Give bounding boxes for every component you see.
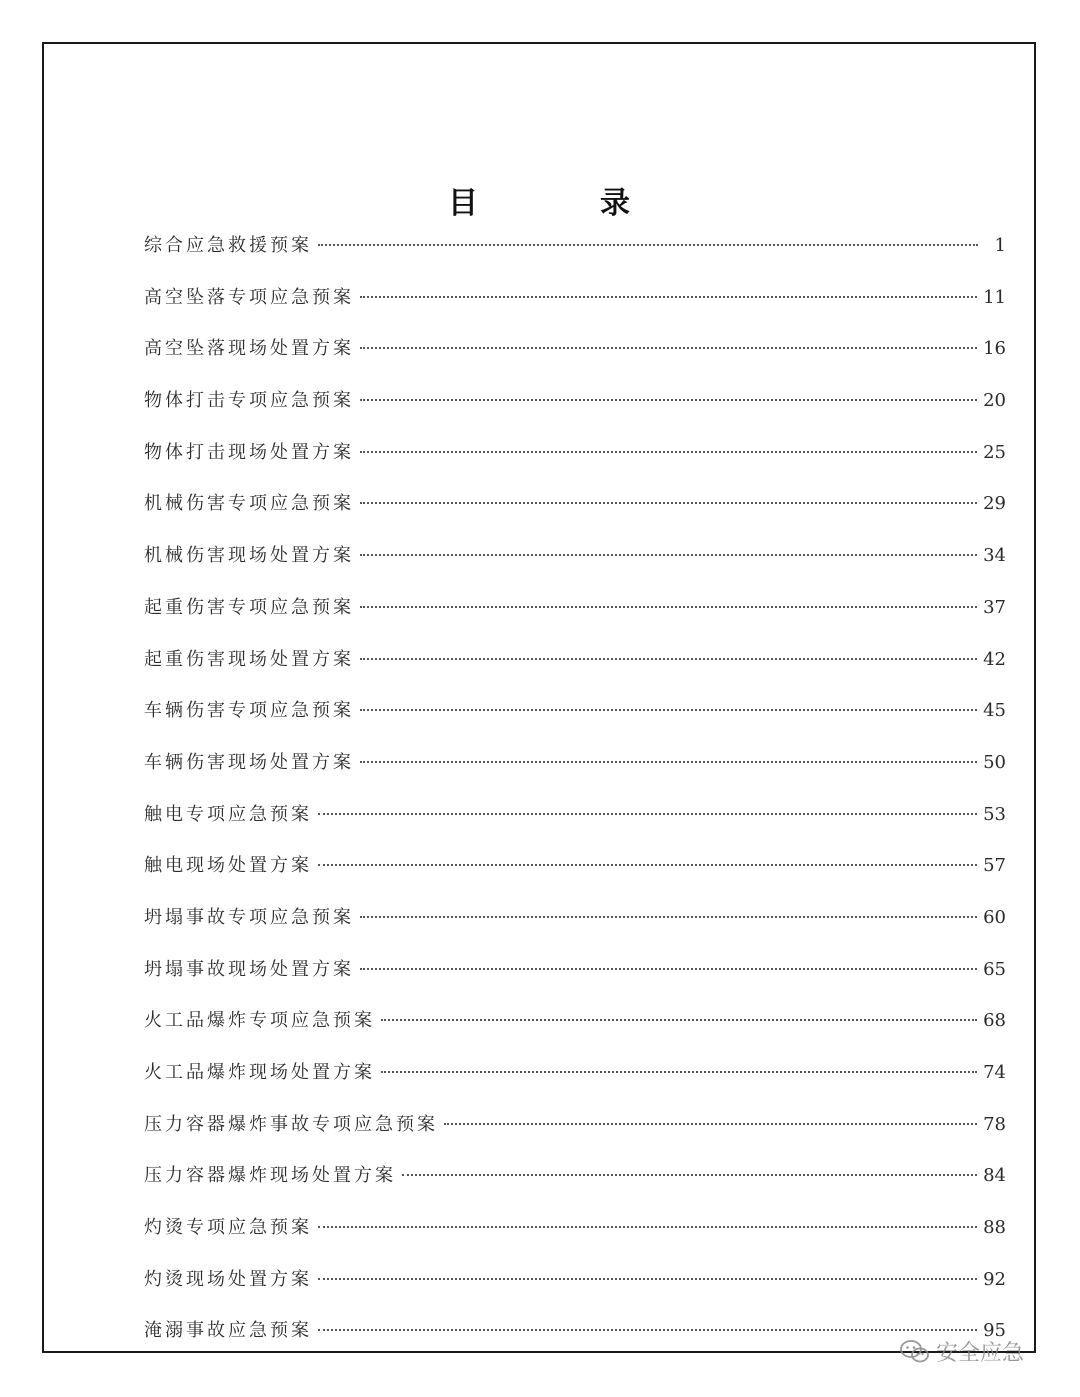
- toc-dot-leader: [360, 554, 977, 556]
- toc-entry-label: 物体打击专项应急预案: [144, 390, 354, 412]
- table-of-contents: [144, 228, 1006, 1365]
- toc-entry-page-number: 20: [983, 390, 1006, 412]
- toc-entry[interactable]: [144, 1262, 1006, 1314]
- toc-entry[interactable]: [144, 383, 1006, 435]
- toc-dot-leader: [318, 813, 977, 815]
- toc-entry-label: 物体打击现场处置方案: [144, 441, 354, 463]
- toc-dot-leader: [360, 451, 977, 453]
- toc-entry-label: 淹溺事故应急预案: [144, 1320, 312, 1342]
- toc-entry-page-number: 37: [983, 596, 1006, 618]
- toc-entry-page-number: 78: [983, 1113, 1006, 1135]
- toc-entry-page-number: 53: [983, 803, 1006, 825]
- toc-entry-label: 综合应急救援预案: [144, 235, 312, 256]
- toc-entry-label: 高空坠落专项应急预案: [144, 286, 354, 308]
- toc-dot-leader: [318, 864, 977, 866]
- wechat-icon: [900, 1339, 930, 1365]
- toc-entry-page-number: 95: [983, 1320, 1006, 1342]
- toc-entry-page-number: 50: [983, 751, 1006, 773]
- toc-entry[interactable]: [144, 1107, 1006, 1159]
- toc-entry[interactable]: [144, 538, 1006, 590]
- toc-entry[interactable]: [144, 1158, 1006, 1210]
- toc-entry[interactable]: [144, 745, 1006, 797]
- toc-dot-leader: [318, 1329, 977, 1331]
- toc-dot-leader: [381, 1071, 977, 1073]
- toc-dot-leader: [318, 244, 978, 246]
- toc-entry-label: 车辆伤害专项应急预案: [144, 700, 354, 722]
- toc-entry-page-number: 42: [983, 648, 1006, 670]
- watermark: [900, 1336, 1024, 1367]
- toc-entry-page-number: 92: [983, 1268, 1006, 1290]
- toc-entry[interactable]: [144, 693, 1006, 745]
- toc-entry[interactable]: [144, 331, 1006, 383]
- toc-dot-leader: [318, 1278, 977, 1280]
- toc-entry-label: 灼烫专项应急预案: [144, 1217, 312, 1239]
- toc-dot-leader: [360, 916, 977, 918]
- toc-dot-leader: [360, 502, 977, 504]
- toc-entry[interactable]: [144, 952, 1006, 1004]
- page-title: 目 录: [448, 186, 676, 221]
- toc-entry[interactable]: [144, 1055, 1006, 1107]
- toc-dot-leader: [360, 606, 977, 608]
- toc-dot-leader: [360, 347, 977, 349]
- toc-entry-label: 压力容器爆炸事故专项应急预案: [144, 1113, 438, 1135]
- toc-entry-page-number: 1: [994, 235, 1006, 256]
- toc-entry-page-number: 45: [983, 700, 1006, 722]
- toc-dot-leader: [444, 1123, 977, 1125]
- toc-entry[interactable]: [144, 900, 1006, 952]
- toc-dot-leader: [360, 709, 977, 711]
- toc-entry-page-number: 16: [983, 338, 1006, 360]
- toc-entry-label: 起重伤害专项应急预案: [144, 596, 354, 618]
- toc-entry-label: 触电专项应急预案: [144, 803, 312, 825]
- watermark-text: 安全应急: [936, 1341, 1025, 1366]
- toc-entry[interactable]: [144, 435, 1006, 487]
- toc-entry-label: 触电现场处置方案: [144, 855, 312, 877]
- toc-entry[interactable]: [144, 228, 1006, 280]
- toc-entry-label: 坍塌事故专项应急预案: [144, 906, 354, 928]
- toc-entry[interactable]: [144, 642, 1006, 694]
- toc-dot-leader: [318, 1226, 977, 1228]
- toc-entry-label: 坍塌事故现场处置方案: [144, 958, 354, 980]
- toc-dot-leader: [402, 1174, 977, 1176]
- toc-entry-page-number: 88: [983, 1217, 1006, 1239]
- toc-entry[interactable]: [144, 797, 1006, 849]
- toc-entry-label: 高空坠落现场处置方案: [144, 338, 354, 360]
- toc-entry-label: 机械伤害专项应急预案: [144, 493, 354, 515]
- toc-entry[interactable]: [144, 1313, 1006, 1365]
- toc-entry-label: 火工品爆炸现场处置方案: [144, 1062, 375, 1083]
- toc-dot-leader: [381, 1019, 977, 1021]
- toc-dot-leader: [360, 399, 977, 401]
- toc-entry-page-number: 68: [983, 1010, 1006, 1032]
- toc-entry[interactable]: [144, 1003, 1006, 1055]
- toc-entry-page-number: 11: [983, 286, 1006, 308]
- toc-entry-page-number: 25: [983, 441, 1006, 463]
- toc-entry-page-number: 57: [983, 855, 1006, 877]
- toc-entry[interactable]: [144, 848, 1006, 900]
- toc-entry[interactable]: [144, 280, 1006, 332]
- toc-dot-leader: [360, 296, 977, 298]
- toc-entry-page-number: 34: [983, 545, 1006, 567]
- toc-dot-leader: [360, 658, 977, 660]
- toc-entry-label: 压力容器爆炸现场处置方案: [144, 1165, 396, 1187]
- toc-entry-label: 灼烫现场处置方案: [144, 1268, 312, 1290]
- toc-entry-page-number: 65: [983, 958, 1006, 980]
- toc-entry-label: 机械伤害现场处置方案: [144, 545, 354, 567]
- toc-entry[interactable]: [144, 590, 1006, 642]
- toc-entry[interactable]: [144, 1210, 1006, 1262]
- toc-entry-page-number: 74: [983, 1062, 1006, 1083]
- document-page: [42, 42, 1036, 1353]
- toc-entry-label: 起重伤害现场处置方案: [144, 648, 354, 670]
- toc-entry-label: 火工品爆炸专项应急预案: [144, 1010, 375, 1032]
- toc-entry-page-number: 84: [983, 1165, 1006, 1187]
- toc-entry-page-number: 29: [983, 493, 1006, 515]
- toc-entry-label: 车辆伤害现场处置方案: [144, 751, 354, 773]
- toc-dot-leader: [360, 968, 977, 970]
- toc-dot-leader: [360, 761, 977, 763]
- toc-entry[interactable]: [144, 486, 1006, 538]
- toc-entry-page-number: 60: [983, 906, 1006, 928]
